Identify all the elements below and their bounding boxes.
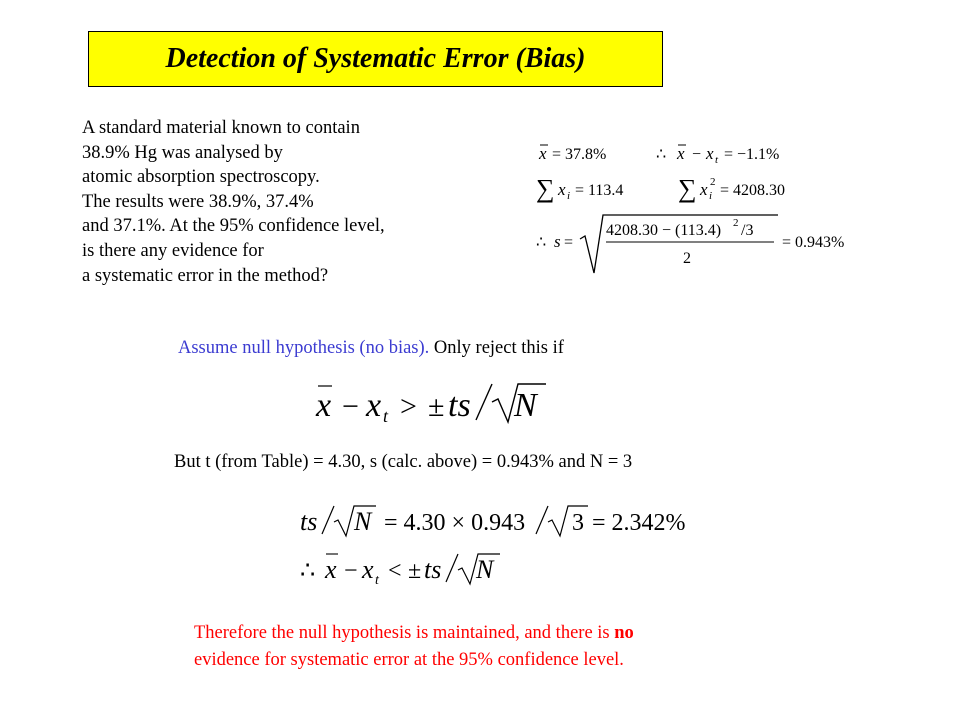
conclusion [194,620,634,674]
svg-text:x: x [539,144,547,163]
svg-text:x: x [316,387,332,424]
svg-text:∑: ∑ [536,174,555,203]
assume-statement [178,338,564,359]
svg-text:t: t [375,573,379,588]
svg-text:±: ± [428,390,445,423]
svg-text:x: x [366,387,382,424]
svg-text:i: i [567,190,571,202]
sum-x-equation [536,174,623,203]
svg-text:−: − [344,558,358,584]
svg-text:N: N [514,387,537,424]
conclusion-line-2: evidence for systematic error at the 95% confidence level. [194,650,624,670]
std-dev-result: = 0.943% [782,234,845,251]
ts-value: = 4.30 × 0.943 [384,510,526,536]
sum-x-value: = 113.4 [575,182,624,199]
problem-line: a systematic error in the method? [82,265,329,286]
svg-text:s: s [554,232,561,251]
svg-text:2: 2 [710,176,716,188]
conclusion-line-1 [194,620,634,647]
svg-text:t: t [383,406,389,426]
svg-text:∑: ∑ [678,174,697,203]
svg-text:N: N [476,555,494,584]
assume-hypothesis: Assume null hypothesis (no bias). [178,338,430,358]
svg-text:−: − [342,390,359,423]
problem-line: and 37.1%. At the 95% confidence level, [82,216,385,237]
conclusion-text: Therefore the null hypothesis is maintained, and there is [194,623,615,643]
mean-value: = 37.8% [552,146,607,163]
problem-line: atomic absorption spectroscopy. [82,167,320,188]
svg-text:t: t [715,154,719,166]
std-dev-equation [536,215,844,273]
difference-value: = −1.1% [724,146,780,163]
ts-result: = 2.342% [592,510,686,536]
std-dev-denominator: 2 [683,250,691,267]
problem-statement [82,116,502,288]
problem-line: is there any evidence for [82,240,264,261]
svg-text:∴: ∴ [536,234,547,251]
svg-text:2: 2 [733,217,739,229]
svg-text:>: > [400,390,417,423]
svg-text:N: N [354,507,372,536]
page-title: Detection of Systematic Error (Bias) [165,43,586,74]
conclusion-emphasis: no [614,623,634,643]
svg-text:x: x [706,144,714,163]
svg-text:x: x [558,180,566,199]
svg-text:ts: ts [448,387,471,424]
svg-text:∴: ∴ [656,146,667,163]
rejection-criterion [310,378,560,428]
svg-text:x: x [362,555,374,584]
svg-text:<: < [388,558,402,584]
std-dev-numerator: 4208.30 − (113.4) [606,222,722,239]
difference-equation [656,144,779,166]
title-banner [88,31,663,87]
svg-text:−: − [692,146,702,163]
t-value-statement: But t (from Table) = 4.30, s (calc. above) = 0.943% and N = 3 [174,452,633,472]
mean-equation [538,144,606,163]
svg-text:ts: ts [424,555,442,584]
ts-calculation [300,500,700,590]
svg-text:±: ± [408,558,422,584]
svg-text:x: x [677,144,685,163]
std-dev-numerator-tail: /3 [741,222,754,239]
svg-text:i: i [709,190,713,202]
calculation-equations [500,135,880,285]
problem-line: The results were 38.9%, 37.4% [82,191,314,212]
problem-line: 38.9% Hg was analysed by [82,142,283,163]
svg-text:x: x [700,180,708,199]
svg-text:x: x [325,555,337,584]
svg-text:∴: ∴ [300,558,316,584]
sum-x2-equation [678,174,785,203]
assume-reject: Only reject this if [429,338,564,358]
ts-n: 3 [572,510,584,536]
problem-line: A standard material known to contain [82,118,360,138]
svg-text:=: = [564,234,574,251]
sum-x2-value: = 4208.30 [720,182,786,199]
svg-text:ts: ts [300,507,318,536]
